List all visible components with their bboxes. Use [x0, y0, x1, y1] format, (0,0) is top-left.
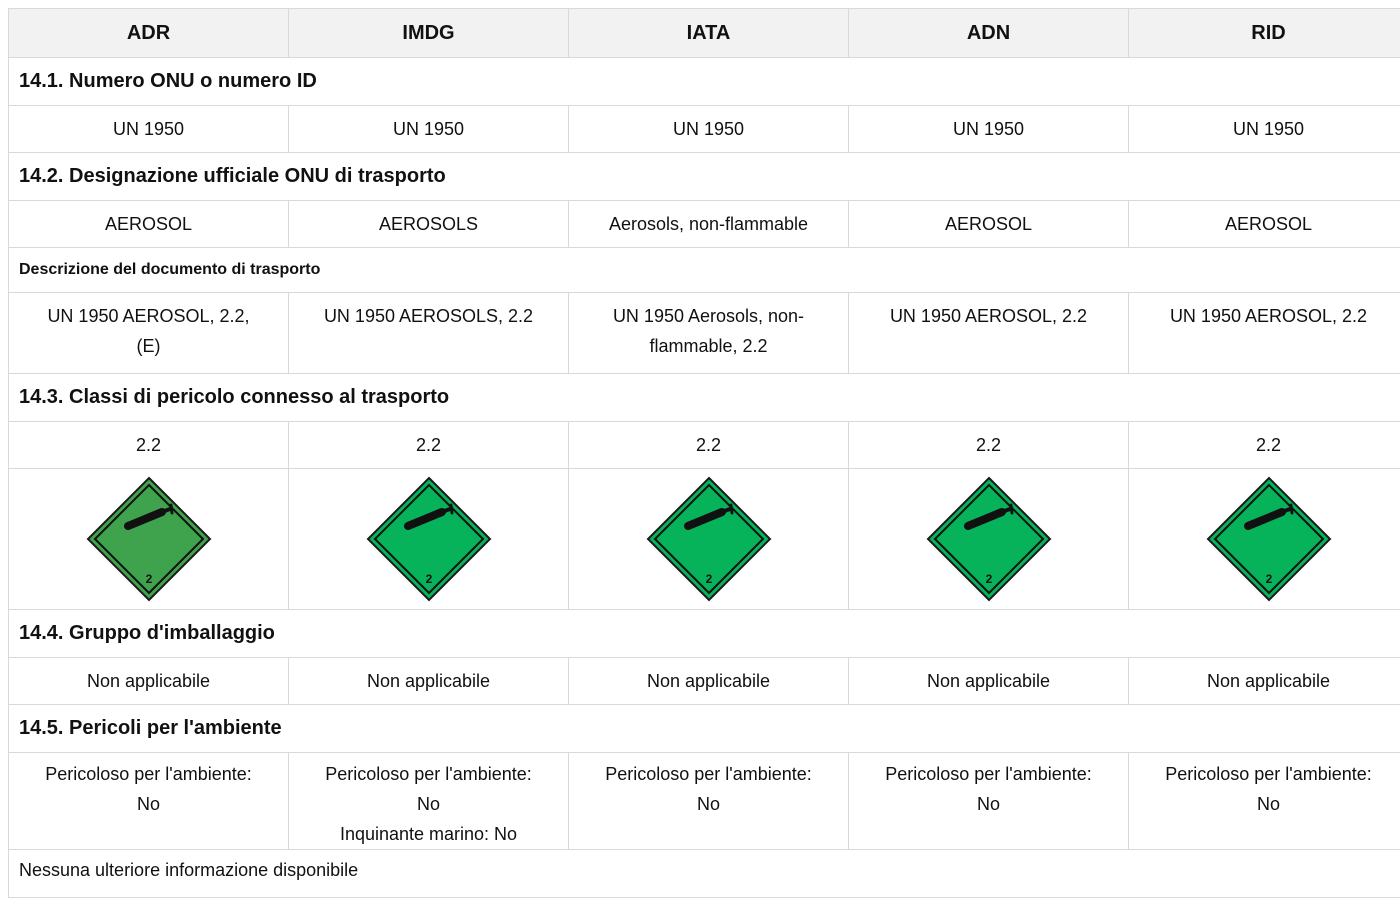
- table-cell: [9, 753, 289, 850]
- cylinder-valve: [451, 505, 452, 513]
- table-cell: Non applicabile: [849, 658, 1129, 705]
- table-cell: 2.2: [289, 422, 569, 469]
- pictogram-row: [9, 469, 1400, 610]
- cell-line: No: [696, 794, 720, 814]
- section-heading-row: [9, 153, 1400, 201]
- section-heading-row: [9, 705, 1400, 753]
- section-heading-row: [9, 610, 1400, 658]
- cell-line: Pericoloso per l'ambiente:: [45, 764, 252, 784]
- table-cell: AEROSOLS: [289, 201, 569, 248]
- gas-cylinder-icon: [646, 476, 772, 602]
- subsection-heading-row: [9, 248, 1400, 293]
- gas-cylinder-icon: [1206, 476, 1332, 602]
- section-title: 14.3. Classi di pericolo connesso al trasporto: [9, 374, 1400, 422]
- header-row: [9, 9, 1400, 58]
- table-row: [9, 658, 1400, 705]
- section-title: 14.5. Pericoli per l'ambiente: [9, 705, 1400, 753]
- cylinder-neck: [1282, 509, 1290, 512]
- table-cell: Non applicabile: [9, 658, 289, 705]
- pictogram-cell: [569, 469, 849, 610]
- pictogram-cell: [9, 469, 289, 610]
- cell-line: Pericoloso per l'ambiente:: [1165, 764, 1372, 784]
- cylinder-neck: [162, 509, 170, 512]
- cell-line: No: [976, 794, 1000, 814]
- class-number-label: 2: [145, 572, 152, 586]
- cylinder-valve: [731, 505, 732, 513]
- column-header: IMDG: [289, 9, 569, 58]
- column-header: ADN: [849, 9, 1129, 58]
- table-cell: [289, 293, 569, 374]
- table-cell: 2.2: [849, 422, 1129, 469]
- table-cell: Non applicabile: [289, 658, 569, 705]
- table-cell: 2.2: [1129, 422, 1400, 469]
- class-number-label: 2: [705, 572, 712, 586]
- table-cell: [569, 293, 849, 374]
- subsection-title: Descrizione del documento di trasporto: [9, 248, 1400, 293]
- table-cell: [849, 293, 1129, 374]
- section-title: 14.1. Numero ONU o numero ID: [9, 58, 1400, 106]
- cylinder-neck: [1002, 509, 1010, 512]
- gas-cylinder-icon: [86, 476, 212, 602]
- table-cell: UN 1950: [1129, 106, 1400, 153]
- cell-line: No: [416, 794, 440, 814]
- cell-line: UN 1950 AEROSOL, 2.2: [1169, 306, 1368, 326]
- cell-line: Inquinante marino: No: [339, 824, 518, 844]
- pictogram-cell: [289, 469, 569, 610]
- table-cell: AEROSOL: [1129, 201, 1400, 248]
- column-header: RID: [1129, 9, 1400, 58]
- cell-line: UN 1950 AEROSOL, 2.2,: [47, 306, 250, 326]
- table-cell: 2.2: [569, 422, 849, 469]
- table-row: [9, 106, 1400, 153]
- table-row: [9, 753, 1400, 850]
- table-cell: 2.2: [9, 422, 289, 469]
- table-row: [9, 201, 1400, 248]
- table-cell: [569, 753, 849, 850]
- cell-line: UN 1950 Aerosols, non-: [612, 306, 805, 326]
- cell-line: UN 1950 AEROSOL, 2.2: [889, 306, 1088, 326]
- cylinder-valve: [1291, 505, 1292, 513]
- footer-note: Nessuna ulteriore informazione disponibile: [9, 850, 1400, 898]
- table-cell: AEROSOL: [849, 201, 1129, 248]
- column-header: IATA: [569, 9, 849, 58]
- class-number-label: 2: [425, 572, 432, 586]
- cell-line: No: [136, 794, 160, 814]
- gas-cylinder-icon: [366, 476, 492, 602]
- table-cell: [849, 753, 1129, 850]
- cylinder-neck: [722, 509, 730, 512]
- table-cell: [9, 293, 289, 374]
- cell-line: (E): [136, 336, 161, 356]
- table-row: [9, 422, 1400, 469]
- table-cell: UN 1950: [289, 106, 569, 153]
- table-cell: Aerosols, non-flammable: [569, 201, 849, 248]
- cell-line: No: [1256, 794, 1280, 814]
- table-cell: UN 1950: [9, 106, 289, 153]
- table-cell: [1129, 293, 1400, 374]
- footer-row: [9, 850, 1400, 898]
- class-number-label: 2: [1265, 572, 1272, 586]
- table-cell: [1129, 753, 1400, 850]
- table-cell: Non applicabile: [1129, 658, 1400, 705]
- cylinder-valve: [171, 505, 172, 513]
- table-cell: UN 1950: [569, 106, 849, 153]
- table-cell: Non applicabile: [569, 658, 849, 705]
- table-row: [9, 293, 1400, 374]
- cell-line: Pericoloso per l'ambiente:: [885, 764, 1092, 784]
- cell-line: Pericoloso per l'ambiente:: [325, 764, 532, 784]
- class-number-label: 2: [985, 572, 992, 586]
- table-cell: UN 1950: [849, 106, 1129, 153]
- table-cell: [289, 753, 569, 850]
- transport-info-table: [8, 8, 1400, 898]
- table-cell: AEROSOL: [9, 201, 289, 248]
- section-heading-row: [9, 374, 1400, 422]
- gas-cylinder-icon: [926, 476, 1052, 602]
- column-header: ADR: [9, 9, 289, 58]
- cell-line: UN 1950 AEROSOLS, 2.2: [323, 306, 534, 326]
- cell-line: flammable, 2.2: [649, 336, 768, 356]
- pictogram-cell: [849, 469, 1129, 610]
- section-heading-row: [9, 58, 1400, 106]
- pictogram-cell: [1129, 469, 1400, 610]
- section-title: 14.2. Designazione ufficiale ONU di trasporto: [9, 153, 1400, 201]
- cylinder-neck: [442, 509, 450, 512]
- section-title: 14.4. Gruppo d'imballaggio: [9, 610, 1400, 658]
- cell-line: Pericoloso per l'ambiente:: [605, 764, 812, 784]
- cylinder-valve: [1011, 505, 1012, 513]
